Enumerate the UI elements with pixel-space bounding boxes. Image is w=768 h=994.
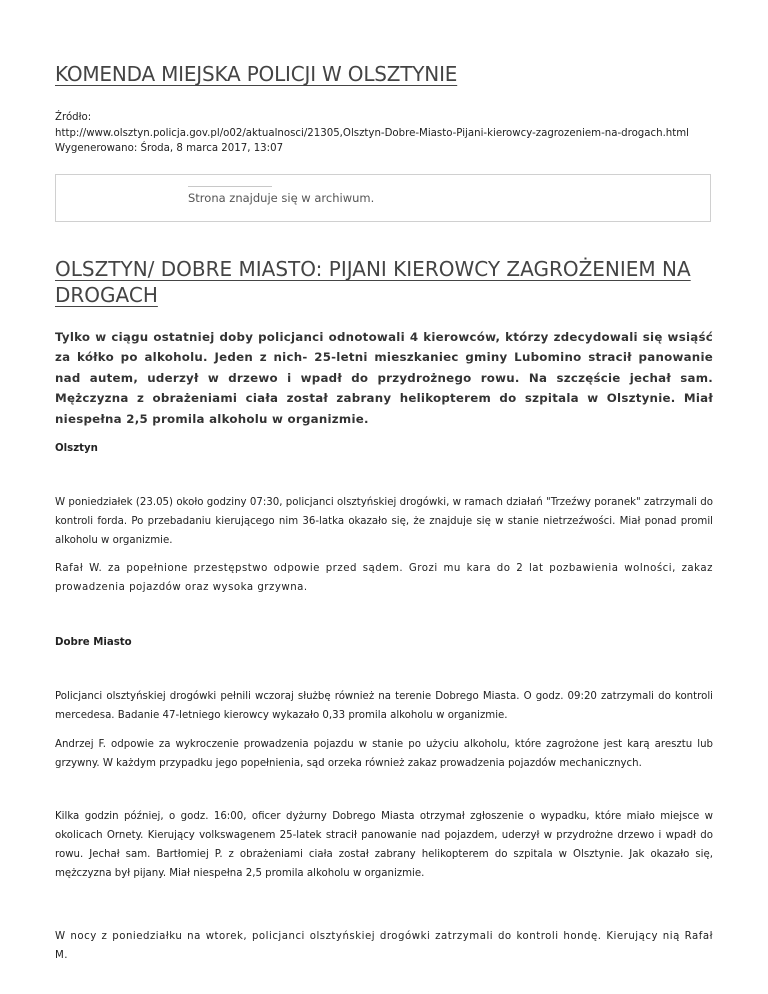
section-heading-olsztyn: Olsztyn — [55, 443, 98, 454]
article-paragraph: W nocy z poniedziałku na wtorek, policjanci olsztyńskiej drogówki zatrzymali do kontroli hondę. Kierujący nią Rafał M. — [55, 931, 713, 961]
source-label: Źródło: — [55, 112, 92, 123]
archive-notice-text: Strona znajduje się w archiwum. — [188, 191, 375, 205]
article-paragraph: W poniedziałek (23.05) około godziny 07:30, policjanci olsztyńskiej drogówki, w ramach działań "Trzeźwy poranek" zatrzymali do kontroli forda. Po przebadaniu kierującego nim 36-latka okazało się, że znajduje się w stanie nietrzeźwości. Miał ponad promil alkoholu w organizmie. — [55, 497, 713, 546]
article-paragraph: Kilka godzin później, o godz. 16:00, oficer dyżurny Dobrego Miasta otrzymał zgłoszenie o wypadku, które miało miejsce w okolicach Ornety. Kierujący volkswagenem 25-latek stracił panowanie nad pojazdem, uderzył w przydrożne drzewo i wpadł do rowu. Jechał sam. Bartłomiej P. z obrażeniami ciała został zabrany helikopterem do szpitala w Olsztynie. Jak okazało się, mężczyzna był pijany. Miał niespełna 2,5 promila alkoholu w organizmie. — [55, 811, 713, 879]
source-meta — [55, 110, 715, 157]
site-title[interactable]: KOMENDA MIEJSKA POLICJI W OLSZTYNIE — [55, 62, 458, 86]
article-paragraph: Policjanci olsztyńskiej drogówki pełnili wczoraj służbę również na terenie Dobrego Miasta. O godz. 09:20 zatrzymali do kontroli mercedesa. Badanie 47-letniego kierowcy wykazało 0,33 promila alkoholu w organizmie. — [55, 691, 713, 721]
article-lead: Tylko w ciągu ostatniej doby policjanci odnotowali 4 kierowców, którzy zdecydowali się wsiąść za kółko po alkoholu. Jeden z nich- 25-letni mieszkaniec gminy Lubomino stracił panowanie nad autem, uderzył w drzewo i wpadł do przydrożnego rowu. Na szczęście jechał sam. Mężczyzna z obrażeniami ciała został zabrany helikopterem do szpitala w Olsztynie. Miał niespełna 2,5 promila alkoholu w organizmie. — [55, 330, 713, 426]
article-paragraph: Andrzej F. odpowie za wykroczenie prowadzenia pojazdu w stanie po użyciu alkoholu, które zagrożone jest karą aresztu lub grzywny. W każdym przypadku jego popełnienia, sąd orzeka również zakaz prowadzenia pojazdów mechanicznych. — [55, 739, 713, 769]
generated-date: Wygenerowano: Środa, 8 marca 2017, 13:07 — [55, 143, 284, 154]
archive-notice-box — [55, 174, 711, 222]
article-title[interactable]: OLSZTYN/ DOBRE MIASTO: PIJANI KIEROWCY ZAGROŻENIEM NA DROGACH — [55, 257, 691, 307]
section-heading-dobre-miasto: Dobre Miasto — [55, 637, 132, 648]
source-url[interactable]: http://www.olsztyn.policja.gov.pl/o02/aktualnosci/21305,Olsztyn-Dobre-Miasto-Pijani-kierowcy-zagrozeniem-na-drogach.html — [55, 127, 690, 139]
article-paragraph: Rafał W. za popełnione przestępstwo odpowie przed sądem. Grozi mu kara do 2 lat pozbawienia wolności, zakaz prowadzenia pojazdów oraz wysoka grzywna. — [55, 563, 713, 593]
archive-divider — [188, 186, 272, 187]
